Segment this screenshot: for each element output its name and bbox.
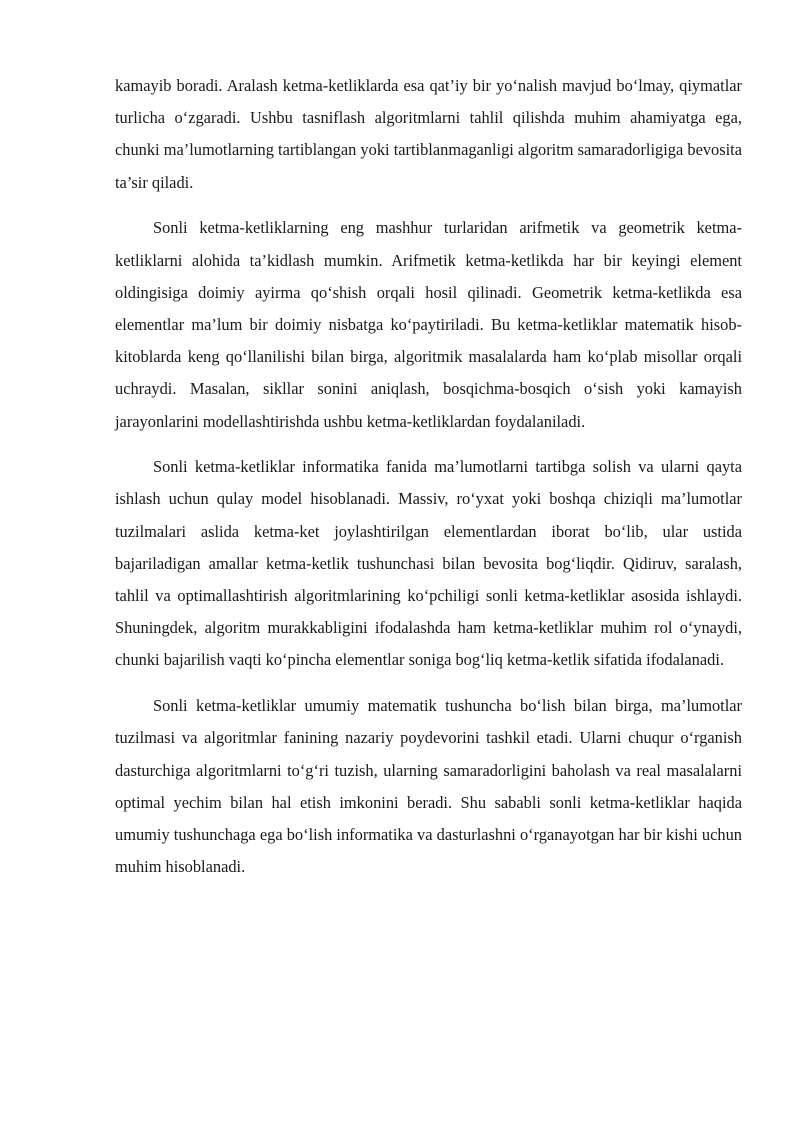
paragraph-conclusion: Sonli ketma-ketliklar umumiy matematik tushuncha bo‘lish bilan birga, ma’lumotlar tuzilmasi va algoritmlar fanining nazariy poydevorini tashkil etadi. Ularni chuqur o‘rganish dasturchiga algoritmlarni to‘g‘ri tuzish, ularning samaradorligini baholash va real masalalarni optimal yechim bilan hal etish imkonini beradi. Shu sababli sonli ketma-ketliklar haqida umumiy tushunchaga ega bo‘lish informatika va dasturlashni o‘rganayotgan har bir kishi uchun muhim hisoblanadi. — [115, 696, 742, 877]
document-page — [115, 70, 742, 897]
paragraph-informatics-model: Sonli ketma-ketliklar informatika fanida ma’lumotlarni tartibga solish va ularni qayta ishlash uchun qulay model hisoblanadi. Massiv, ro‘yxat yoki boshqa chiziqli ma’lumotlar tuzilmalari aslida ketma-ket joylashtirilgan elementlardan iborat bo‘lib, ular ustida bajariladigan amallar ketma-ketlik tushunchasi bilan bevosita bog‘liqdir. Qidiruv, saralash, tahlil va optimallashtirish algoritmlarining ko‘pchiligi sonli ketma-ketliklar asosida ishlaydi. Shuningdek, algoritm murakkabligini ifodalashda ham ketma-ketliklar muhim rol o‘ynaydi, chunki bajarilish vaqti ko‘pincha elementlar soniga bog‘liq ketma-ketlik sifatida ifodalanadi. — [115, 457, 742, 670]
paragraph-sequence-types: Sonli ketma-ketliklarning eng mashhur turlaridan arifmetik va geometrik ketma-ketliklarni alohida ta’kidlash mumkin. Arifmetik ketma-ketlikda har bir keyingi element oldingisiga doimiy ayirma qo‘shish orqali hosil qilinadi. Geometrik ketma-ketlikda esa elementlar ma’lum bir doimiy nisbatga ko‘paytiriladi. Bu ketma-ketliklar matematik hisob-kitoblarda keng qo‘llanilishi bilan birga, algoritmik masalalarda ham ko‘plab misollar orqali uchraydi. Masalan, sikllar sonini aniqlash, bosqichma-bosqich o‘sish yoki kamayish jarayonlarini modellashtirishda ushbu ketma-ketliklardan foydalaniladi. — [115, 218, 742, 431]
paragraph-continuation: kamayib boradi. Aralash ketma-ketliklarda esa qat’iy bir yo‘nalish mavjud bo‘lmay, qiymatlar turlicha o‘zgaradi. Ushbu tasniflash algoritmlarni tahlil qilishda muhim ahamiyatga ega, chunki ma’lumotlarning tartiblangan yoki tartiblanmaganligi algoritm samaradorligiga bevosita ta’sir qiladi. — [115, 76, 742, 192]
